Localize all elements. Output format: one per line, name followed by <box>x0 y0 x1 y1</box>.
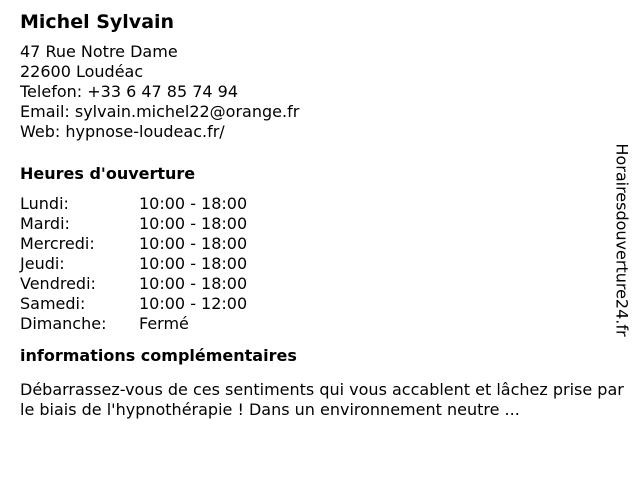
hours-row-friday <box>20 274 620 294</box>
hours-row-saturday <box>20 294 620 314</box>
hours-time: 10:00 - 18:00 <box>139 214 248 233</box>
hours-row-monday <box>20 194 620 214</box>
hours-time: 10:00 - 18:00 <box>139 194 248 213</box>
web-line: Web: hypnose-loudeac.fr/ <box>20 122 225 141</box>
hours-day: Jeudi: <box>20 254 65 273</box>
hours-time: 10:00 - 12:00 <box>139 294 248 313</box>
hours-time: 10:00 - 18:00 <box>139 234 248 253</box>
hours-row-sunday <box>20 314 620 334</box>
opening-hours-table <box>20 194 620 334</box>
address-city: 22600 Loudéac <box>20 62 144 81</box>
info-description: Débarrassez-vous de ces sentiments qui vous accablent et lâchez prise par le biais de l'hypnothérapie ! Dans un environnement neutre ... <box>20 380 624 419</box>
email-line: Email: sylvain.michel22@orange.fr <box>20 102 300 121</box>
phone-line: Telefon: +33 6 47 85 74 94 <box>20 82 239 101</box>
hours-time: 10:00 - 18:00 <box>139 274 248 293</box>
hours-day: Dimanche: <box>20 314 107 333</box>
hours-day: Vendredi: <box>20 274 96 293</box>
hours-row-thursday <box>20 254 620 274</box>
site-watermark: Horairesdouverture24.fr <box>612 143 632 337</box>
hours-time: Fermé <box>139 314 189 333</box>
address-street: 47 Rue Notre Dame <box>20 42 178 61</box>
hours-day: Mercredi: <box>20 234 95 253</box>
hours-day: Mardi: <box>20 214 70 233</box>
hours-day: Lundi: <box>20 194 69 213</box>
hours-time: 10:00 - 18:00 <box>139 254 248 273</box>
info-heading: informations complémentaires <box>20 346 297 365</box>
hours-row-wednesday <box>20 234 620 254</box>
hours-heading: Heures d'ouverture <box>20 164 196 183</box>
hours-day: Samedi: <box>20 294 86 313</box>
hours-row-tuesday <box>20 214 620 234</box>
business-name: Michel Sylvain <box>20 11 175 33</box>
contact-block <box>20 42 620 142</box>
